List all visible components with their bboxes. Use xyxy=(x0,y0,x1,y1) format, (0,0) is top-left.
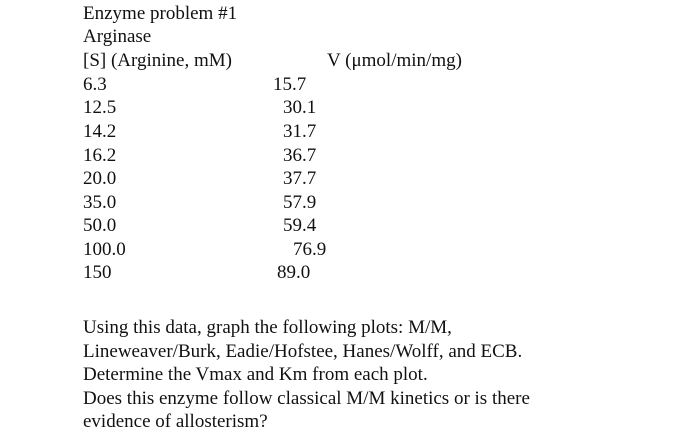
substrate-value: 20.0 xyxy=(83,168,117,189)
velocity-column-header: V (μmol/min/mg) xyxy=(327,50,462,71)
velocity-value: 31.7 xyxy=(283,121,317,142)
instruction-line: Does this enzyme follow classical M/M kinetics or is there xyxy=(83,388,530,409)
substrate-value: 12.5 xyxy=(83,97,117,118)
instruction-line: Using this data, graph the following plots: M/M, xyxy=(83,317,452,338)
velocity-value: 37.7 xyxy=(283,168,317,189)
instruction-line: Lineweaver/Burk, Eadie/Hofstee, Hanes/Wolff, and ECB. xyxy=(83,341,523,362)
substrate-value: 35.0 xyxy=(83,192,117,213)
substrate-value: 100.0 xyxy=(83,239,126,260)
velocity-value: 15.7 xyxy=(273,74,307,95)
velocity-value: 36.7 xyxy=(283,145,317,166)
velocity-value: 57.9 xyxy=(283,192,317,213)
instruction-line: Determine the Vmax and Km from each plot. xyxy=(83,364,428,385)
substrate-value: 6.3 xyxy=(83,74,107,95)
velocity-value: 59.4 xyxy=(283,215,317,236)
substrate-column-header: [S] (Arginine, mM) xyxy=(83,50,232,71)
substrate-value: 50.0 xyxy=(83,215,117,236)
substrate-value: 150 xyxy=(83,262,112,283)
velocity-value: 30.1 xyxy=(283,97,317,118)
instruction-line: evidence of allosterism? xyxy=(83,411,268,432)
problem-title: Enzyme problem #1 xyxy=(83,3,238,24)
velocity-value: 89.0 xyxy=(277,262,311,283)
substrate-value: 14.2 xyxy=(83,121,117,142)
velocity-value: 76.9 xyxy=(293,239,327,260)
substrate-value: 16.2 xyxy=(83,145,117,166)
enzyme-name: Arginase xyxy=(83,26,152,47)
